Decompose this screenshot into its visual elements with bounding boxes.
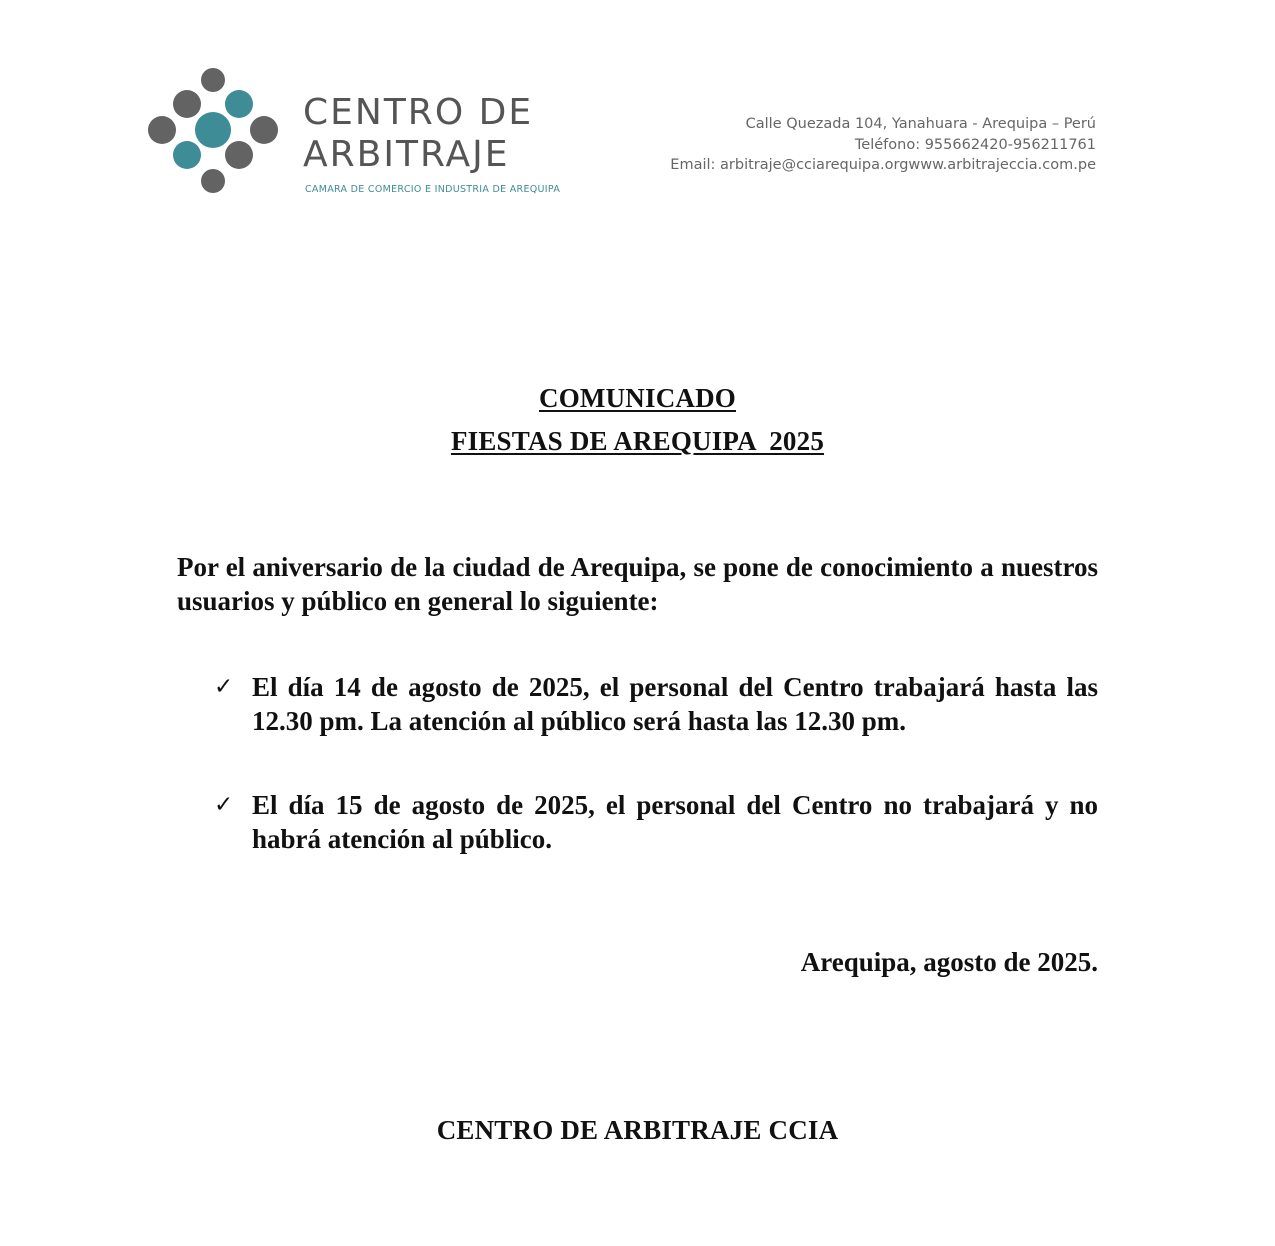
contact-address: Calle Quezada 104, Yanahuara - Arequipa – Perú	[745, 116, 1096, 132]
signature: CENTRO DE ARBITRAJE CCIA	[436, 1115, 839, 1145]
list-item-text: El día 15 de agosto de 2025, el personal del Centro no trabajará y no habrá atención al público.	[252, 790, 1098, 854]
check-icon: ✓	[214, 674, 234, 700]
logo-title-line2: ARBITRAJE	[303, 134, 510, 175]
check-icon: ✓	[214, 792, 234, 818]
logo-title-line1: CENTRO DE	[303, 92, 534, 133]
contact-info	[670, 114, 1096, 176]
logo-subtitle: CAMARA DE COMERCIO E INDUSTRIA DE AREQUIPA	[305, 184, 561, 195]
dateline: Arequipa, agosto de 2025.	[800, 947, 1098, 977]
contact-email: Email: arbitraje@cciarequipa.orgwww.arbitrajeccia.com.pe	[670, 157, 1096, 173]
intro-paragraph: Por el aniversario de la ciudad de Arequipa, se pone de conocimiento a nuestros usuarios y público en general lo siguiente:	[177, 552, 1098, 616]
list-item-text: El día 14 de agosto de 2025, el personal del Centro trabajará hasta las 12.30 pm. La atención al público será hasta las 12.30 pm.	[252, 672, 1098, 736]
document-subtitle: FIESTAS DE AREQUIPA 2025	[450, 426, 825, 456]
contact-phone: Teléfono: 955662420-956211761	[854, 136, 1096, 153]
document-title: COMUNICADO	[539, 383, 736, 413]
organization-logo	[145, 64, 585, 200]
logo-dots-icon	[145, 64, 281, 200]
